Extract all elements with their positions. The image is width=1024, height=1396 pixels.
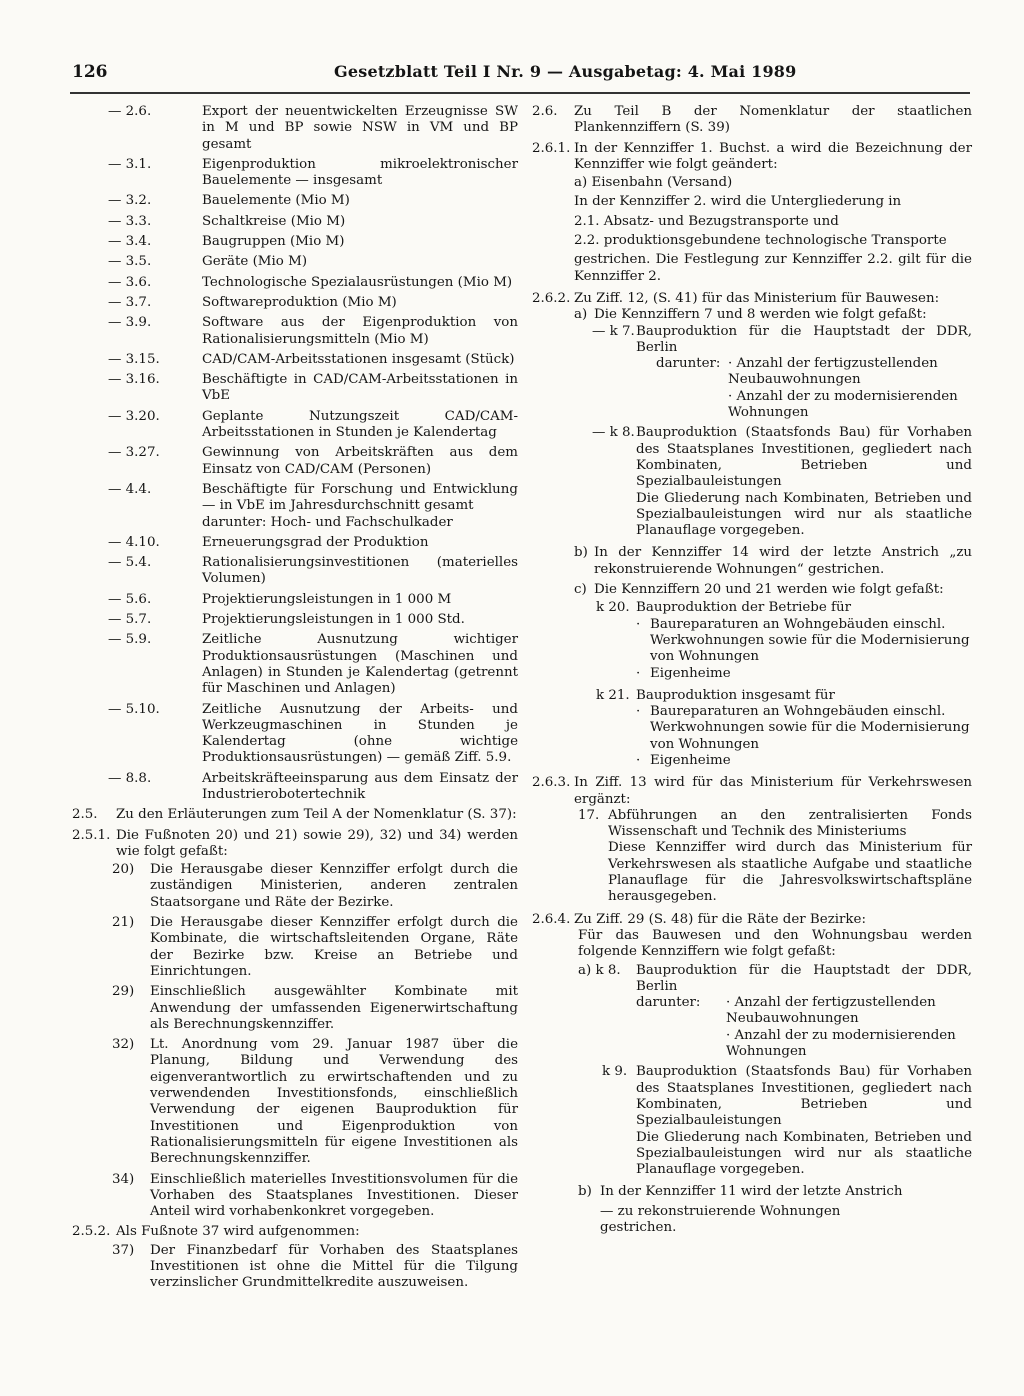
item-note: Diese Kennziffer wird durch das Ministerium für Verkehrswesen als staatliche Aufgabe und staatliche Planauflage für die Jahresvolkswirtschaftspläne herausgegeben.	[608, 840, 972, 905]
kennziffer-number: — 4.4.	[108, 481, 152, 497]
header-rule	[70, 92, 970, 94]
kennziffer-number: k 21.	[596, 687, 630, 703]
kennziffer-number: — 2.6.	[108, 104, 152, 119]
section-text: Zu den Erläuterungen zum Teil A der Nomenklatur (S. 37):	[116, 807, 517, 823]
kennziffer-text: Erneuerungsgrad der Produktion	[202, 534, 429, 550]
kennziffer-number: k 9.	[602, 1064, 628, 1080]
kennziffer-item	[72, 254, 518, 270]
footnote-text: Die Herausgabe dieser Kennziffer erfolgt durch die Kombinate, die wirtschaftsleitenden Organe, Räte der Bezirke bzw. Kreise an Betriebe und Einrichtungen.	[150, 915, 518, 979]
kennziffer-item	[72, 275, 518, 291]
kennziffer-item	[72, 193, 518, 209]
kennziffer-text: Rationalisierungsinvestitionen (materielles Volumen)	[202, 555, 518, 587]
footnote-number: 37)	[112, 1242, 135, 1258]
kennziffer-k20	[532, 600, 972, 616]
kennziffer-note: Die Gliederung nach Kombinaten, Betrieben und Spezialbauleistungen wird nur als staatliche Planauflage vorgegeben.	[636, 490, 972, 539]
darunter-item: · Anzahl der zu modernisierenden Wohnungen	[728, 388, 958, 421]
footnote-item	[72, 1037, 518, 1167]
kennziffer-number: — 5.7.	[108, 612, 152, 628]
kennziffer-item	[72, 482, 518, 531]
kennziffer-item	[72, 535, 518, 551]
section-text: In Ziff. 13 wird für das Ministerium für Verkehrswesen ergänzt:	[574, 775, 972, 807]
kennziffer-number: — 3.27.	[108, 445, 160, 461]
kennziffer-number: — 5.4.	[108, 555, 152, 571]
darunter-label: darunter:	[636, 995, 701, 1011]
item-b	[532, 1184, 972, 1200]
kennziffer-number: — 3.15.	[108, 351, 160, 367]
text-line: gestrichen. Die Festlegung zur Kennziffer 2.2. gilt für die Kennziffer 2.	[574, 252, 972, 284]
struck-line: — zu rekonstruierende Wohnungen	[600, 1203, 841, 1219]
kennziffer-number: — 3.20.	[108, 408, 160, 424]
section-2-6-3	[532, 775, 972, 808]
kennziffer-item	[72, 409, 518, 442]
section-2-6-1	[532, 141, 972, 174]
item-letter: b)	[578, 1184, 592, 1200]
kennziffer-text: Schaltkreise (Mio M)	[202, 213, 346, 229]
kennziffer-number: k 20.	[596, 600, 630, 616]
kennziffer-text: CAD/CAM-Arbeitsstationen insgesamt (Stück)	[202, 351, 515, 367]
kennziffer-text: Eigenproduktion mikroelektronischer Bauelemente — insgesamt	[202, 156, 518, 189]
section-text: Zu Ziff. 29 (S. 48) für die Räte der Bezirke:	[574, 911, 866, 927]
section-2-6-1-lines	[574, 175, 972, 285]
footnote-item	[72, 984, 518, 1033]
kennziffer-number: — k 8.	[592, 425, 635, 441]
kennziffer-number: — 3.5.	[108, 254, 152, 270]
kennziffer-number: — 5.10.	[108, 701, 160, 717]
kennziffer-item	[72, 612, 518, 628]
kennziffer-note: Die Gliederung nach Kombinaten, Betrieben und Spezialbauleistungen wird nur als staatliche Planauflage vorgegeben.	[636, 1129, 972, 1178]
kennziffer-number: — k 7.	[592, 323, 635, 339]
kennziffer-text: Geräte (Mio M)	[202, 254, 308, 270]
kennziffer-number: — 4.10.	[108, 534, 160, 550]
page-title: Gesetzblatt Teil I Nr. 9 — Ausgabetag: 4. Mai 1989	[334, 62, 797, 81]
kennziffer-k9	[532, 1064, 972, 1129]
darunter-block	[656, 356, 972, 421]
page-header	[72, 60, 972, 88]
bullet-item	[636, 752, 972, 769]
kennziffer-number: — 3.3.	[108, 213, 152, 229]
darunter-item: · Anzahl der zu modernisierenden Wohnungen	[726, 1027, 956, 1060]
kennziffer-item	[72, 445, 518, 478]
section-text: Zu Ziff. 12, (S. 41) für das Ministerium für Bauwesen:	[574, 290, 940, 306]
item-text: Die Kennziffern 20 und 21 werden wie folgt gefaßt:	[594, 582, 944, 598]
kennziffer-k21	[532, 688, 972, 704]
text-line: 2.1. Absatz- und Bezugstransporte und	[574, 213, 839, 229]
kennziffer-text: Beschäftigte in CAD/CAM-Arbeitsstationen in VbE	[202, 372, 518, 404]
item-letter: a)	[574, 307, 588, 323]
section-intro: Für das Bauwesen und den Wohnungsbau werden folgende Kennziffern wie folgt gefaßt:	[578, 927, 972, 960]
bullet-text: Eigenheime	[650, 752, 731, 768]
bullet-dot: ·	[636, 704, 641, 720]
kennziffer-subtext: darunter: Hoch- und Fachschulkader	[202, 514, 453, 530]
bullet-text: Baureparaturen an Wohngebäuden einschl. Werkwohnungen sowie für die Modernisierung von Wohnungen	[650, 704, 970, 752]
kennziffer-item	[72, 555, 518, 588]
footnote-list	[72, 862, 518, 1220]
item-tail: gestrichen.	[600, 1220, 677, 1235]
kennziffer-text: Bauproduktion für die Hauptstadt der DDR, Berlin	[636, 323, 972, 355]
text-line: In der Kennziffer 2. wird die Untergliederung in	[574, 194, 902, 210]
section-2-6-4	[532, 912, 972, 928]
kennziffer-list	[72, 104, 518, 803]
section-text: Die Fußnoten 20) und 21) sowie 29), 32) und 34) werden wie folgt gefaßt:	[116, 827, 518, 859]
item-b	[532, 545, 972, 578]
item-c	[532, 582, 972, 598]
section-number: 2.6.1.	[532, 140, 571, 156]
footnote-text: Die Herausgabe dieser Kennziffer erfolgt durch die zuständigen Ministerien, anderen zentralen Staatsorgane und Räte der Bezirke.	[150, 862, 518, 910]
right-column	[532, 104, 972, 1236]
kennziffer-text: Zeitliche Ausnutzung wichtiger Produktionsausrüstungen (Maschinen und Anlagen) in Stunden je Kalendertag (getrennt für Maschinen und Anlagen)	[202, 632, 518, 697]
kennziffer-number: — 3.7.	[108, 294, 152, 310]
kennziffer-item	[72, 771, 518, 804]
darunter-label: darunter:	[656, 356, 721, 372]
kennziffer-item	[72, 295, 518, 311]
kennziffer-number: — 3.9.	[108, 315, 152, 331]
section-2-6	[532, 104, 972, 137]
kennziffer-text: Zeitliche Ausnutzung der Arbeits- und Werkzeugmaschinen in Stunden je Kalendertag (ohne wichtige Produktionsausrüstungen) — gemäß Ziff. 5.9.	[202, 701, 518, 766]
kennziffer-k7	[532, 324, 972, 357]
footnote-text: Einschließlich ausgewählter Kombinate mit Anwendung der umfassenden Eigenerwirtschaftung als Berechnungskennziffer.	[150, 984, 518, 1032]
bullet-item	[636, 704, 972, 753]
section-number: 2.5.1.	[72, 827, 111, 843]
footnote-number: 34)	[112, 1171, 135, 1187]
kennziffer-item	[72, 214, 518, 230]
section-2-5-1	[72, 828, 518, 861]
footnote-item	[72, 862, 518, 911]
kennziffer-number: — 3.16.	[108, 372, 160, 388]
section-number: 2.6.4.	[532, 911, 571, 927]
section-2-6-2	[532, 291, 972, 307]
section-text: Als Fußnote 37 wird aufgenommen:	[116, 1224, 360, 1240]
kennziffer-item	[72, 372, 518, 405]
kennziffer-a-k8	[532, 963, 972, 996]
kennziffer-k8	[532, 425, 972, 490]
kennziffer-text: Bauproduktion der Betriebe für	[636, 600, 852, 616]
kennziffer-text: Bauproduktion für die Hauptstadt der DDR, Berlin	[636, 962, 972, 994]
footnote-number: 32)	[112, 1037, 135, 1053]
footnote-number: 20)	[112, 862, 135, 878]
kennziffer-text: Arbeitskräfteeinsparung aus dem Einsatz der Industrierobotertechnik	[202, 770, 518, 802]
kennziffer-text: Baugruppen (Mio M)	[202, 234, 345, 250]
kennziffer-text: Beschäftigte für Forschung und Entwicklung — in VbE im Jahresdurchschnitt gesamt	[202, 481, 518, 514]
bullet-dot: ·	[636, 616, 641, 632]
kennziffer-text: Bauelemente (Mio M)	[202, 193, 350, 209]
kennziffer-text: Projektierungsleistungen in 1 000 Std.	[202, 612, 465, 628]
kennziffer-text: Technologische Spezialausrüstungen (Mio M)	[202, 274, 513, 290]
kennziffer-item	[72, 632, 518, 697]
item-letter: b)	[574, 545, 588, 561]
kennziffer-item	[72, 234, 518, 250]
bullet-dot: ·	[636, 665, 641, 681]
bullet-text: Baureparaturen an Wohngebäuden einschl. Werkwohnungen sowie für die Modernisierung von Wohnungen	[650, 616, 970, 665]
text-line: 2.2. produktionsgebundene technologische Transporte	[574, 233, 947, 249]
kennziffer-number: a) k 8.	[578, 962, 621, 978]
bullet-text: Eigenheime	[650, 665, 731, 681]
bullet-dot: ·	[636, 752, 641, 768]
footnote-37	[72, 1243, 518, 1292]
item-text: Abführungen an den zentralisierten Fonds Wissenschaft und Technik des Ministeriums	[608, 807, 972, 840]
bullet-item	[636, 665, 972, 682]
kennziffer-number: — 3.4.	[108, 234, 152, 250]
kennziffer-number: — 5.9.	[108, 632, 152, 648]
footnote-number: 21)	[112, 915, 135, 931]
section-number: 2.6.2.	[532, 290, 571, 306]
page-number: 126	[72, 62, 108, 82]
darunter-block	[636, 995, 972, 1060]
item-letter: c)	[574, 582, 587, 598]
kennziffer-text: Geplante Nutzungszeit CAD/CAM-Arbeitsstationen in Stunden je Kalendertag	[202, 408, 518, 441]
item-text: In der Kennziffer 14 wird der letzte Anstrich „zu rekonstruierende Wohnungen“ gestrichen.	[594, 545, 972, 577]
footnote-item	[72, 915, 518, 980]
section-text: Zu Teil B der Nomenklatur der staatlichen Plankennziffern (S. 39)	[574, 104, 972, 136]
kennziffer-item	[72, 592, 518, 608]
kennziffer-item	[72, 315, 518, 348]
section-number: 2.6.	[532, 104, 558, 119]
kennziffer-text: Projektierungsleistungen in 1 000 M	[202, 591, 452, 607]
kennziffer-item	[72, 352, 518, 368]
kennziffer-item	[72, 702, 518, 767]
section-number: 2.5.2.	[72, 1224, 111, 1240]
item-text: In der Kennziffer 11 wird der letzte Anstrich	[600, 1184, 903, 1200]
kennziffer-number: — 5.6.	[108, 591, 152, 607]
section-number: 2.6.3.	[532, 775, 571, 791]
kennziffer-number: — 3.1.	[108, 156, 152, 172]
bullet-item	[636, 616, 972, 666]
kennziffer-number: — 3.6.	[108, 274, 152, 290]
darunter-item: · Anzahl der fertigzustellenden Neubauwohnungen	[726, 995, 936, 1027]
kennziffer-number: — 3.2.	[108, 193, 152, 209]
text-line: a) Eisenbahn (Versand)	[574, 175, 733, 191]
darunter-item: · Anzahl der fertigzustellenden Neubauwohnungen	[728, 356, 938, 388]
left-column	[72, 104, 518, 1292]
footnote-item	[72, 1172, 518, 1221]
footnote-text: Der Finanzbedarf für Vorhaben des Staatsplanes Investitionen ist ohne die Mittel für die Tilgung verzinslicher Grundmittelkredite auszuweisen.	[150, 1242, 518, 1291]
section-number: 2.5.	[72, 807, 98, 823]
item-17	[532, 808, 972, 841]
section-2-5	[72, 807, 518, 823]
kennziffer-item	[72, 157, 518, 190]
footnote-text: Einschließlich materielles Investitionsvolumen für die Vorhaben des Staatsplanes Investitionen. Dieser Anteil wird vorhabenkonkret vorgegeben.	[150, 1171, 518, 1220]
item-number: 17.	[578, 807, 600, 823]
section-2-5-2	[72, 1224, 518, 1240]
footnote-number: 29)	[112, 984, 135, 1000]
section-text: In der Kennziffer 1. Buchst. a wird die Bezeichnung der Kennziffer wie folgt geändert:	[574, 140, 972, 172]
item-a	[532, 307, 972, 323]
kennziffer-item	[72, 104, 518, 153]
kennziffer-text: Gewinnung von Arbeitskräften aus dem Einsatz von CAD/CAM (Personen)	[202, 445, 518, 477]
kennziffer-text: Softwareproduktion (Mio M)	[202, 294, 397, 310]
kennziffer-text: Software aus der Eigenproduktion von Rationalisierungsmitteln (Mio M)	[202, 315, 518, 347]
kennziffer-text: Export der neuentwickelten Erzeugnisse SW in M und BP sowie NSW in VM und BP gesamt	[202, 104, 518, 152]
item-text: Die Kennziffern 7 und 8 werden wie folgt gefaßt:	[594, 307, 927, 323]
kennziffer-text: Bauproduktion insgesamt für	[636, 687, 835, 703]
kennziffer-number: — 8.8.	[108, 770, 152, 786]
kennziffer-text: Bauproduktion (Staatsfonds Bau) für Vorhaben des Staatsplanes Investitionen, gegliedert nach Kombinaten, Betrieben und Spezialbauleistungen	[636, 425, 972, 490]
kennziffer-text: Bauproduktion (Staatsfonds Bau) für Vorhaben des Staatsplanes Investitionen, gegliedert nach Kombinaten, Betrieben und Spezialbauleistungen	[636, 1064, 972, 1129]
footnote-text: Lt. Anordnung vom 29. Januar 1987 über die Planung, Bildung und Verwendung des eigenverantwortlich zu erwirtschaftenden und zu verwendenden Investitionsfonds, einschließlich Verwendung der eigenen Bauproduktion für Investitionen und Eigenproduktion von Rationalisierungsmitteln für eigene Investitionen als Berechnungskennziffer.	[150, 1037, 518, 1167]
